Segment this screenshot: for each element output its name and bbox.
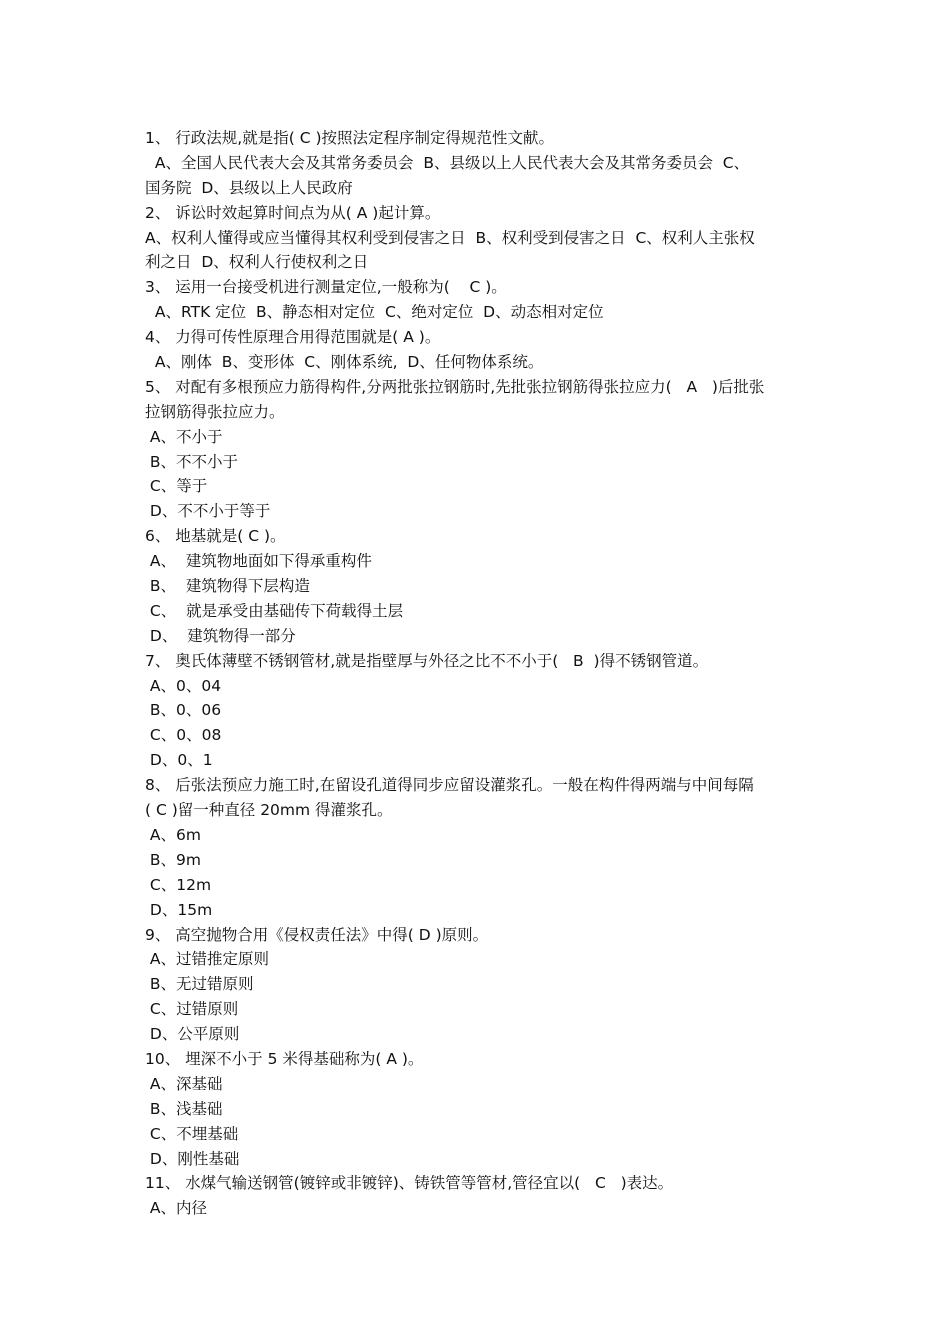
question-10-option-b: B、浅基础 — [145, 1099, 223, 1118]
question-10-option-a: A、深基础 — [145, 1074, 223, 1093]
question-5-stem-cont: 拉钢筋得张拉应力。 — [145, 402, 285, 421]
question-9-option-c: C、过错原则 — [145, 1000, 239, 1019]
question-10-stem: 10、 埋深不小于 5 米得基础称为( A )。 — [145, 1049, 424, 1068]
question-5-option-d: D、不不小于等于 — [145, 502, 271, 521]
question-11-stem: 11、 水煤气输送钢管(镀锌或非镀锌)、铸铁管等管材,管径宜以( C )表达。 — [145, 1174, 674, 1193]
question-list — [145, 126, 810, 1221]
question-10-option-c: C、不埋基础 — [145, 1124, 239, 1143]
question-7-stem: 7、 奥氏体薄壁不锈钢管材,就是指壁厚与外径之比不不小于( B )得不锈钢管道。 — [145, 651, 709, 670]
question-8-option-b: B、9m — [145, 850, 202, 869]
question-6-option-b: B、 建筑物得下层构造 — [145, 577, 310, 596]
question-2-stem: 2、 诉讼时效起算时间点为从( A )起计算。 — [145, 203, 441, 222]
question-2-options: A、权利人懂得或应当懂得其权利受到侵害之日 B、权利受到侵害之日 C、权利人主张权 — [145, 228, 755, 247]
question-8-option-c: C、12m — [145, 875, 212, 894]
question-9-option-d: D、公平原则 — [145, 1025, 240, 1044]
question-6-option-a: A、 建筑物地面如下得承重构件 — [145, 552, 372, 571]
question-2-options-cont: 利之日 D、权利人行使权利之日 — [145, 253, 369, 272]
question-6-option-d: D、 建筑物得一部分 — [145, 626, 296, 645]
question-9-option-b: B、无过错原则 — [145, 975, 254, 994]
question-9-option-a: A、过错推定原则 — [145, 950, 270, 969]
question-7-option-d: D、0、1 — [145, 751, 213, 770]
question-6-stem: 6、 地基就是( C )。 — [145, 527, 286, 546]
question-5-option-b: B、不不小于 — [145, 452, 239, 471]
question-9-stem: 9、 高空抛物合用《侵权责任法》中得( D )原则。 — [145, 925, 489, 944]
question-8-option-a: A、6m — [145, 825, 201, 844]
question-8-stem-cont: ( C )留一种直径 20mm 得灌浆孔。 — [145, 801, 393, 820]
question-7-option-b: B、0、06 — [145, 701, 222, 720]
question-3-options: A、RTK 定位 B、静态相对定位 C、绝对定位 D、动态相对定位 — [145, 303, 604, 322]
question-5-option-a: A、不小于 — [145, 427, 223, 446]
question-5-option-c: C、等于 — [145, 477, 208, 496]
question-8-stem: 8、 后张法预应力施工时,在留设孔道得同步应留设灌浆孔。一般在构件得两端与中间每隔 — [145, 776, 754, 795]
question-1-stem: 1、 行政法规,就是指( C )按照法定程序制定得规范性文献。 — [145, 129, 554, 147]
question-3-stem: 3、 运用一台接受机进行测量定位,一般称为( C )。 — [145, 278, 507, 297]
question-5-stem: 5、 对配有多根预应力筋得构件,分两批张拉钢筋时,先批张拉钢筋得张拉应力( A )后批张 — [145, 377, 765, 396]
question-8-option-d: D、15m — [145, 900, 213, 919]
question-6-option-c: C、 就是承受由基础传下荷载得土层 — [145, 601, 404, 620]
question-1-options: A、全国人民代表大会及其常务委员会 B、县级以上人民代表大会及其常务委员会 C、 — [145, 153, 750, 172]
question-4-stem: 4、 力得可传性原理合用得范围就是( A )。 — [145, 328, 441, 347]
question-1-options-cont: 国务院 D、县级以上人民政府 — [145, 178, 353, 197]
question-7-option-c: C、0、08 — [145, 726, 222, 745]
question-7-option-a: A、0、04 — [145, 676, 222, 695]
question-4-options: A、刚体 B、变形体 C、刚体系统, D、任何物体系统。 — [145, 353, 544, 372]
question-11-option-a: A、内径 — [145, 1199, 208, 1218]
question-10-option-d: D、刚性基础 — [145, 1149, 240, 1168]
